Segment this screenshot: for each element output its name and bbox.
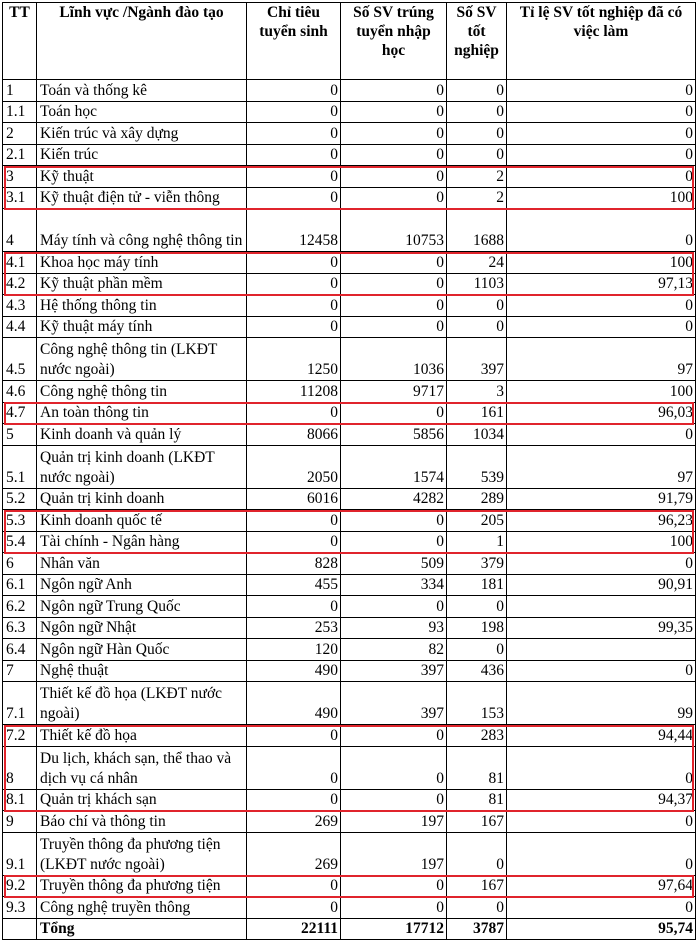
row-employment-rate: 0 [507, 832, 696, 875]
row-quota: 8066 [247, 424, 341, 446]
row-quota: 0 [247, 252, 341, 274]
row-admitted: 0 [341, 273, 447, 295]
header-employment-rate: Tỉ lệ SV tốt nghiệp đã có việc làm [507, 3, 696, 80]
row-admitted: 0 [341, 316, 447, 338]
row-quota: 0 [247, 123, 341, 145]
row-quota: 0 [247, 101, 341, 123]
row-field-name: Truyền thông đa phương tiện (LKĐT nước ngoài) [37, 832, 247, 875]
table-row [3, 488, 696, 510]
table-row [3, 445, 696, 488]
row-graduated: 2 [447, 187, 507, 209]
row-quota: 0 [247, 187, 341, 209]
row-employment-rate: 100 [507, 381, 696, 403]
row-employment-rate: 0 [507, 295, 696, 317]
row-quota: 269 [247, 832, 341, 875]
row-quota: 1250 [247, 338, 341, 381]
row-quota: 0 [247, 531, 341, 553]
row-employment-rate: 90,91 [507, 574, 696, 596]
row-quota: 6016 [247, 488, 341, 510]
row-employment-rate: 97,13 [507, 273, 696, 295]
row-admitted: 0 [341, 596, 447, 618]
row-employment-rate: 0 [507, 144, 696, 166]
table-row [3, 660, 696, 682]
row-admitted: 334 [341, 574, 447, 596]
header-field: Lĩnh vực /Ngành đào tạo [37, 3, 247, 80]
row-employment-rate: 91,79 [507, 488, 696, 510]
row-admitted: 4282 [341, 488, 447, 510]
row-field-name: Quản trị kinh doanh [37, 488, 247, 510]
row-graduated: 0 [447, 144, 507, 166]
table-row [3, 553, 696, 575]
table-row [3, 682, 696, 725]
row-quota: 269 [247, 811, 341, 833]
row-graduated: 0 [447, 101, 507, 123]
row-quota: 0 [247, 295, 341, 317]
row-quota: 0 [247, 746, 341, 789]
table-row [3, 252, 696, 274]
row-admitted: 0 [341, 789, 447, 811]
total-label: Tổng [37, 918, 247, 940]
table-row [3, 424, 696, 446]
row-tt: 4.7 [3, 402, 37, 424]
row-quota: 12458 [247, 209, 341, 252]
total-tt [3, 918, 37, 940]
row-admitted: 0 [341, 166, 447, 188]
row-tt: 4.6 [3, 381, 37, 403]
row-employment-rate: 97 [507, 445, 696, 488]
row-employment-rate: 0 [507, 553, 696, 575]
row-graduated: 1 [447, 531, 507, 553]
row-employment-rate: 0 [507, 811, 696, 833]
row-graduated: 436 [447, 660, 507, 682]
row-graduated: 0 [447, 123, 507, 145]
row-graduated: 181 [447, 574, 507, 596]
row-employment-rate: 100 [507, 531, 696, 553]
row-field-name: Kiến trúc và xây dựng [37, 123, 247, 145]
row-employment-rate: 0 [507, 166, 696, 188]
row-graduated: 0 [447, 80, 507, 102]
row-field-name: Thiết kế đồ họa [37, 725, 247, 747]
row-graduated: 198 [447, 617, 507, 639]
row-admitted: 0 [341, 746, 447, 789]
row-quota: 828 [247, 553, 341, 575]
row-employment-rate: 0 [507, 897, 696, 919]
row-quota: 253 [247, 617, 341, 639]
row-quota: 2050 [247, 445, 341, 488]
row-graduated: 379 [447, 553, 507, 575]
row-graduated: 81 [447, 746, 507, 789]
row-tt: 4.1 [3, 252, 37, 274]
row-employment-rate [507, 596, 696, 618]
row-quota: 0 [247, 316, 341, 338]
row-field-name: Công nghệ thông tin [37, 381, 247, 403]
row-graduated: 3 [447, 381, 507, 403]
row-field-name: Ngôn ngữ Anh [37, 574, 247, 596]
row-graduated: 24 [447, 252, 507, 274]
row-tt: 7.1 [3, 682, 37, 725]
row-field-name: Thiết kế đồ họa (LKĐT nước ngoài) [37, 682, 247, 725]
row-admitted: 197 [341, 832, 447, 875]
row-admitted: 0 [341, 531, 447, 553]
total-graduated: 3787 [447, 918, 507, 940]
total-quota: 22111 [247, 918, 341, 940]
row-employment-rate: 0 [507, 123, 696, 145]
row-employment-rate: 0 [507, 101, 696, 123]
row-tt: 9.2 [3, 875, 37, 897]
row-graduated: 167 [447, 875, 507, 897]
row-field-name: Công nghệ truyền thông [37, 897, 247, 919]
table-row [3, 875, 696, 897]
row-field-name: Kinh doanh quốc tế [37, 510, 247, 532]
row-graduated: 397 [447, 338, 507, 381]
table-row [3, 897, 696, 919]
row-graduated: 289 [447, 488, 507, 510]
row-field-name: Kỹ thuật [37, 166, 247, 188]
row-field-name: Kỹ thuật máy tính [37, 316, 247, 338]
row-tt: 9.3 [3, 897, 37, 919]
row-graduated: 283 [447, 725, 507, 747]
table-row [3, 639, 696, 661]
row-field-name: Ngôn ngữ Trung Quốc [37, 596, 247, 618]
row-employment-rate: 99 [507, 682, 696, 725]
row-admitted: 0 [341, 897, 447, 919]
row-tt: 6.1 [3, 574, 37, 596]
table-row [3, 811, 696, 833]
row-tt: 4 [3, 209, 37, 252]
row-tt: 7.2 [3, 725, 37, 747]
row-quota: 455 [247, 574, 341, 596]
row-employment-rate: 100 [507, 187, 696, 209]
row-field-name: Công nghệ thông tin (LKĐT nước ngoài) [37, 338, 247, 381]
row-field-name: Truyền thông đa phương tiện [37, 875, 247, 897]
row-admitted: 1574 [341, 445, 447, 488]
row-graduated: 1688 [447, 209, 507, 252]
row-tt: 5.1 [3, 445, 37, 488]
row-admitted: 0 [341, 80, 447, 102]
row-admitted: 509 [341, 553, 447, 575]
row-graduated: 153 [447, 682, 507, 725]
table-row [3, 144, 696, 166]
row-admitted: 197 [341, 811, 447, 833]
row-graduated: 539 [447, 445, 507, 488]
row-tt: 1 [3, 80, 37, 102]
row-quota: 0 [247, 402, 341, 424]
row-field-name: An toàn thông tin [37, 402, 247, 424]
row-tt: 3.1 [3, 187, 37, 209]
row-field-name: Hệ thống thông tin [37, 295, 247, 317]
row-tt: 4.2 [3, 273, 37, 295]
enrollment-employment-table [2, 2, 696, 940]
row-admitted: 5856 [341, 424, 447, 446]
row-admitted: 0 [341, 144, 447, 166]
row-admitted: 1036 [341, 338, 447, 381]
table-row [3, 574, 696, 596]
row-graduated: 0 [447, 316, 507, 338]
row-tt: 8 [3, 746, 37, 789]
table-row [3, 531, 696, 553]
row-admitted: 0 [341, 510, 447, 532]
row-tt: 9.1 [3, 832, 37, 875]
table-row [3, 209, 696, 252]
total-admitted: 17712 [341, 918, 447, 940]
row-quota: 0 [247, 725, 341, 747]
row-admitted: 10753 [341, 209, 447, 252]
table-row [3, 617, 696, 639]
row-graduated: 0 [447, 596, 507, 618]
report-table-container [2, 2, 695, 940]
row-employment-rate: 0 [507, 80, 696, 102]
table-row [3, 789, 696, 811]
row-tt: 5.2 [3, 488, 37, 510]
row-quota: 490 [247, 660, 341, 682]
row-graduated: 0 [447, 897, 507, 919]
row-admitted: 0 [341, 875, 447, 897]
row-quota: 120 [247, 639, 341, 661]
row-tt: 6.4 [3, 639, 37, 661]
row-quota: 0 [247, 875, 341, 897]
row-field-name: Ngôn ngữ Hàn Quốc [37, 639, 247, 661]
row-employment-rate: 0 [507, 316, 696, 338]
header-tt: TT [3, 3, 37, 80]
row-quota: 0 [247, 897, 341, 919]
row-employment-rate: 96,23 [507, 510, 696, 532]
row-employment-rate: 97,64 [507, 875, 696, 897]
table-row [3, 316, 696, 338]
total-row [3, 918, 696, 940]
table-row [3, 295, 696, 317]
table-row [3, 746, 696, 789]
table-row [3, 402, 696, 424]
table-row [3, 832, 696, 875]
row-admitted: 93 [341, 617, 447, 639]
row-field-name: Máy tính và công nghệ thông tin [37, 209, 247, 252]
row-quota: 0 [247, 273, 341, 295]
row-field-name: Nhân văn [37, 553, 247, 575]
row-graduated: 0 [447, 295, 507, 317]
row-employment-rate [507, 639, 696, 661]
row-employment-rate: 94,44 [507, 725, 696, 747]
row-field-name: Nghệ thuật [37, 660, 247, 682]
table-row [3, 123, 696, 145]
row-admitted: 397 [341, 682, 447, 725]
table-row [3, 510, 696, 532]
row-graduated: 81 [447, 789, 507, 811]
row-employment-rate: 0 [507, 209, 696, 252]
row-field-name: Kỹ thuật điện tử - viễn thông [37, 187, 247, 209]
row-tt: 2.1 [3, 144, 37, 166]
row-quota: 490 [247, 682, 341, 725]
table-row [3, 338, 696, 381]
row-quota: 0 [247, 510, 341, 532]
table-row [3, 381, 696, 403]
row-employment-rate: 99,35 [507, 617, 696, 639]
row-tt: 5.4 [3, 531, 37, 553]
row-field-name: Quản trị kinh doanh (LKĐT nước ngoài) [37, 445, 247, 488]
row-graduated: 2 [447, 166, 507, 188]
row-field-name: Kỹ thuật phần mềm [37, 273, 247, 295]
row-admitted: 0 [341, 123, 447, 145]
row-tt: 7 [3, 660, 37, 682]
row-graduated: 167 [447, 811, 507, 833]
row-quota: 0 [247, 166, 341, 188]
row-employment-rate: 100 [507, 252, 696, 274]
row-employment-rate: 96,03 [507, 402, 696, 424]
header-quota: Chỉ tiêu tuyển sinh [247, 3, 341, 80]
row-admitted: 0 [341, 187, 447, 209]
row-tt: 6.3 [3, 617, 37, 639]
row-tt: 6 [3, 553, 37, 575]
row-graduated: 161 [447, 402, 507, 424]
row-field-name: Toán học [37, 101, 247, 123]
row-tt: 1.1 [3, 101, 37, 123]
row-admitted: 0 [341, 101, 447, 123]
row-quota: 11208 [247, 381, 341, 403]
row-quota: 0 [247, 789, 341, 811]
row-graduated: 1103 [447, 273, 507, 295]
row-field-name: Báo chí và thông tin [37, 811, 247, 833]
row-tt: 8.1 [3, 789, 37, 811]
row-employment-rate: 94,37 [507, 789, 696, 811]
row-graduated: 1034 [447, 424, 507, 446]
table-row [3, 166, 696, 188]
row-tt: 4.5 [3, 338, 37, 381]
row-tt: 5 [3, 424, 37, 446]
row-admitted: 0 [341, 295, 447, 317]
row-tt: 9 [3, 811, 37, 833]
table-row [3, 80, 696, 102]
row-quota: 0 [247, 596, 341, 618]
header-graduated: Số SV tốt nghiệp [447, 3, 507, 80]
row-admitted: 9717 [341, 381, 447, 403]
row-quota: 0 [247, 80, 341, 102]
row-field-name: Khoa học máy tính [37, 252, 247, 274]
row-field-name: Tài chính - Ngân hàng [37, 531, 247, 553]
total-employment-rate: 95,74 [507, 918, 696, 940]
header-row [3, 3, 696, 80]
table-row [3, 725, 696, 747]
row-tt: 3 [3, 166, 37, 188]
table-row [3, 187, 696, 209]
row-admitted: 0 [341, 725, 447, 747]
row-graduated: 205 [447, 510, 507, 532]
row-admitted: 0 [341, 402, 447, 424]
row-admitted: 0 [341, 252, 447, 274]
row-field-name: Du lịch, khách sạn, thể thao và dịch vụ cá nhân [37, 746, 247, 789]
row-tt: 6.2 [3, 596, 37, 618]
row-employment-rate: 0 [507, 660, 696, 682]
row-quota: 0 [247, 144, 341, 166]
row-tt: 2 [3, 123, 37, 145]
row-employment-rate: 0 [507, 746, 696, 789]
table-row [3, 101, 696, 123]
row-field-name: Quản trị khách sạn [37, 789, 247, 811]
row-graduated: 0 [447, 639, 507, 661]
row-tt: 4.4 [3, 316, 37, 338]
table-row [3, 273, 696, 295]
table-body [3, 80, 696, 940]
row-field-name: Toán và thống kê [37, 80, 247, 102]
row-admitted: 397 [341, 660, 447, 682]
row-field-name: Kinh doanh và quản lý [37, 424, 247, 446]
table-row [3, 596, 696, 618]
row-graduated: 0 [447, 832, 507, 875]
row-employment-rate: 97 [507, 338, 696, 381]
row-field-name: Kiến trúc [37, 144, 247, 166]
row-tt: 5.3 [3, 510, 37, 532]
row-field-name: Ngôn ngữ Nhật [37, 617, 247, 639]
row-admitted: 82 [341, 639, 447, 661]
header-admitted: Số SV trúng tuyển nhập học [341, 3, 447, 80]
row-tt: 4.3 [3, 295, 37, 317]
row-employment-rate: 0 [507, 424, 696, 446]
